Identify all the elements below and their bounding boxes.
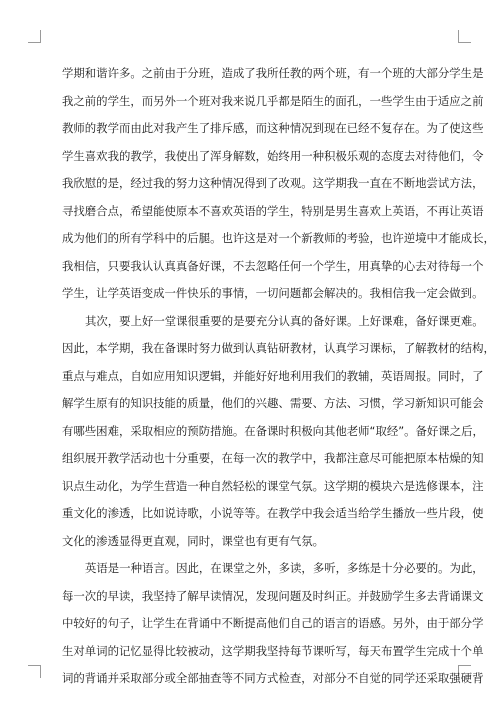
text-line: 寻找磨合点，希望能使原本不喜欢英语的学生，特别是男生喜欢上英语，不再让英语: [62, 203, 484, 218]
text-line: 中较好的句子，让学生在背诵中不断提高他们自己的语言的语感。另外，由于部分学: [62, 616, 484, 630]
document-body: [62, 60, 495, 693]
text-line: 学生，让学英语变成一件快乐的事情，一切问题都会解决的。我相信我一定会做到。: [62, 286, 484, 300]
paragraph-1: [62, 60, 495, 308]
crop-mark-bottom-left: [28, 665, 41, 678]
text-line: 英语是一种语言。因此，在课堂之外，多读，多听，多练是十分必要的。为此，: [85, 561, 484, 575]
text-line: 我欣慰的是，经过我的努力这种情况得到了改观。这学期我一直在不断地尝试方法，: [62, 176, 484, 190]
text-line: 我相信，只要我认认真真备好课，不去忽略任何一个学生，用真挚的心去对待每一个: [62, 258, 484, 273]
text-line: 其次，要上好一堂课很重要的是要充分认真的备好课。上好课难，备好课更难。: [85, 313, 484, 328]
text-line: 教师的教学而由此对我产生了排斥感，而这种情况到现在已经不复存在。为了使这些: [62, 121, 484, 135]
text-line: 重点与难点，自如应用知识逻辑，并能好好地利用我们的教辅，英语周报。同时，了: [62, 368, 484, 383]
text-line: 词的背诵并采取部分或全部抽查等不同方式检查，对部分不自觉的同学还采取强硬背: [62, 671, 484, 685]
paragraph-3: [62, 555, 484, 693]
text-line: 解学生原有的知识技能的质量，他们的兴趣、需要、方法、习惯，学习新知识可能会: [62, 396, 484, 410]
text-line: 因此，本学期，我在备课时努力做到认真钻研教材，认真学习课标，了解教材的结构，: [62, 341, 495, 355]
paragraph-2: [62, 308, 495, 556]
text-line: 文化的渗透显得更直观，同时，课堂也有更有气氛。: [62, 533, 324, 548]
text-line: 组织展开教学活动也十分重要，在每一次的教学中，我都注意尽可能把原本枯燥的知: [62, 451, 484, 465]
crop-mark-top-left: [28, 30, 41, 43]
text-line: 重文化的渗透，比如说诗歌，小说等等。在教学中我会适当给学生播放一些片段，使: [62, 506, 484, 520]
text-line: 学生喜欢我的教学，我使出了浑身解数，始终用一种积极乐观的态度去对待他们，令: [62, 148, 484, 163]
text-line: 识点生动化，为学生营造一种自然轻松的课堂气氛。这学期的模块六是选修课本，注: [62, 478, 484, 493]
text-line: 生对单词的记忆显得比较被动，这学期我坚持每节课听写，每天布置学生完成十个单: [62, 643, 484, 658]
text-line: 每一次的早读，我坚持了解早读情况，发现问题及时纠正。并鼓励学生多去背诵课文: [62, 588, 484, 603]
text-line: 学期和谐许多。之前由于分班，造成了我所任教的两个班，有一个班的大部分学生是: [62, 66, 484, 80]
text-line: 成为他们的所有学科中的后腿。也许这是对一个新教师的考验，也许逆境中才能成长，: [62, 231, 495, 245]
crop-mark-top-right: [458, 30, 471, 43]
text-line: 有哪些困难，采取相应的预防措施。在备课时积极向其他老师“取经”。备好课之后，: [62, 423, 484, 438]
text-line: 我之前的学生，而另外一个班对我来说几乎都是陌生的面孔，一些学生由于适应之前: [62, 93, 484, 108]
